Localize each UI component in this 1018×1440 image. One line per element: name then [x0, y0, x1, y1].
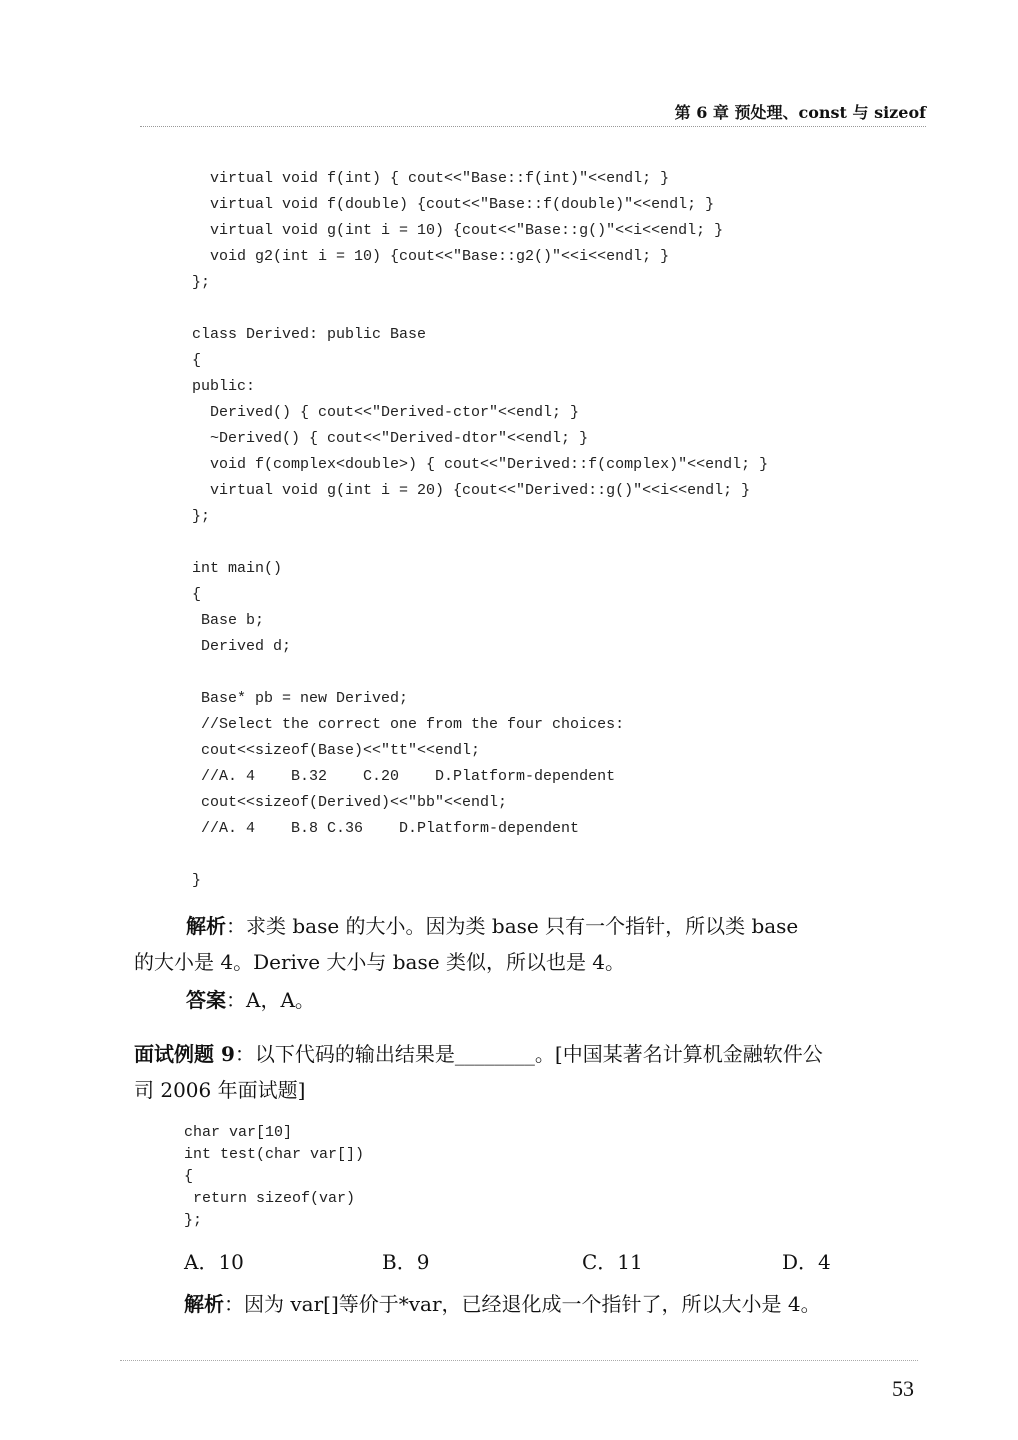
option-a: A．10 — [184, 1250, 244, 1274]
question-text-line2: 司 2006 年面试题] — [134, 1078, 306, 1102]
code-line: void f(complex<double>) { cout<<"Derived::f(complex)"<<endl; } — [192, 456, 769, 473]
code-line: virtual void f(int) { cout<<"Base::f(int)"<<endl; } — [192, 170, 670, 187]
code-line: int main() — [192, 560, 283, 577]
option-c: C．11 — [582, 1250, 643, 1274]
analysis-text-line2: 的大小是 4。Derive 大小与 base 类似，所以也是 4。 — [134, 950, 626, 974]
answer-1 — [186, 982, 315, 1018]
code-line: return sizeof(var) — [184, 1190, 356, 1207]
code-line: }; — [192, 508, 211, 525]
header-rule — [140, 126, 926, 127]
code-line — [192, 296, 768, 322]
analysis-2 — [184, 1286, 821, 1322]
code-line: }; — [184, 1212, 203, 1229]
footer-rule — [120, 1360, 918, 1361]
analysis-2-label: 解析 — [184, 1292, 224, 1316]
code-line: int test(char var[]) — [184, 1146, 365, 1163]
code-line: virtual void f(double) {cout<<"Base::f(double)"<<endl; } — [192, 196, 715, 213]
code-line: virtual void g(int i = 20) {cout<<"Derived::g()"<<i<<endl; } — [192, 482, 751, 499]
question-text-line1: ：以下代码的输出结果是________。[中国某著名计算机金融软件公 — [234, 1042, 823, 1066]
option-d: D．4 — [782, 1250, 831, 1274]
question-9 — [134, 1036, 934, 1108]
code-block-2 — [184, 1122, 364, 1232]
analysis-1 — [134, 908, 924, 980]
running-header: 第 6 章 预处理、const 与 sizeof — [674, 103, 926, 122]
code-line: Base* pb = new Derived; — [192, 690, 409, 707]
code-line — [192, 530, 768, 556]
option-b: B．9 — [382, 1250, 430, 1274]
code-line: //Select the correct one from the four choices: — [192, 716, 625, 733]
code-line: Derived() { cout<<"Derived-ctor"<<endl; } — [192, 404, 580, 421]
code-line: { — [192, 586, 202, 603]
code-line: cout<<sizeof(Derived)<<"bb"<<endl; — [192, 794, 508, 811]
code-line — [192, 660, 768, 686]
page-number: 53 — [892, 1376, 914, 1401]
code-line: char var[10] — [184, 1124, 293, 1141]
code-line: Derived d; — [192, 638, 292, 655]
analysis-text-line1: ：求类 base 的大小。因为类 base 只有一个指针，所以类 base — [226, 914, 799, 938]
code-line: class Derived: public Base — [192, 326, 427, 343]
answer-text: ：A，A。 — [226, 988, 315, 1012]
code-line: { — [184, 1168, 194, 1185]
answer-label: 答案 — [186, 988, 226, 1012]
code-line: ~Derived() { cout<<"Derived-dtor"<<endl; } — [192, 430, 589, 447]
code-line — [192, 842, 768, 868]
analysis-2-text: ：因为 var[]等价于*var，已经退化成一个指针了，所以大小是 4。 — [224, 1292, 821, 1316]
code-line: public: — [192, 378, 256, 395]
question-label: 面试例题 9 — [134, 1042, 235, 1066]
analysis-label: 解析 — [186, 914, 226, 938]
code-line: void g2(int i = 10) {cout<<"Base::g2()"<<i<<endl; } — [192, 248, 670, 265]
code-line: //A. 4 B.32 C.20 D.Platform-dependent — [192, 768, 616, 785]
code-line: cout<<sizeof(Base)<<"tt"<<endl; — [192, 742, 481, 759]
code-block-1 — [192, 166, 768, 894]
code-line: virtual void g(int i = 10) {cout<<"Base::g()"<<i<<endl; } — [192, 222, 724, 239]
code-line: }; — [192, 274, 211, 291]
code-line: } — [192, 872, 202, 889]
code-line: { — [192, 352, 202, 369]
code-line: //A. 4 B.8 C.36 D.Platform-dependent — [192, 820, 580, 837]
code-line: Base b; — [192, 612, 265, 629]
